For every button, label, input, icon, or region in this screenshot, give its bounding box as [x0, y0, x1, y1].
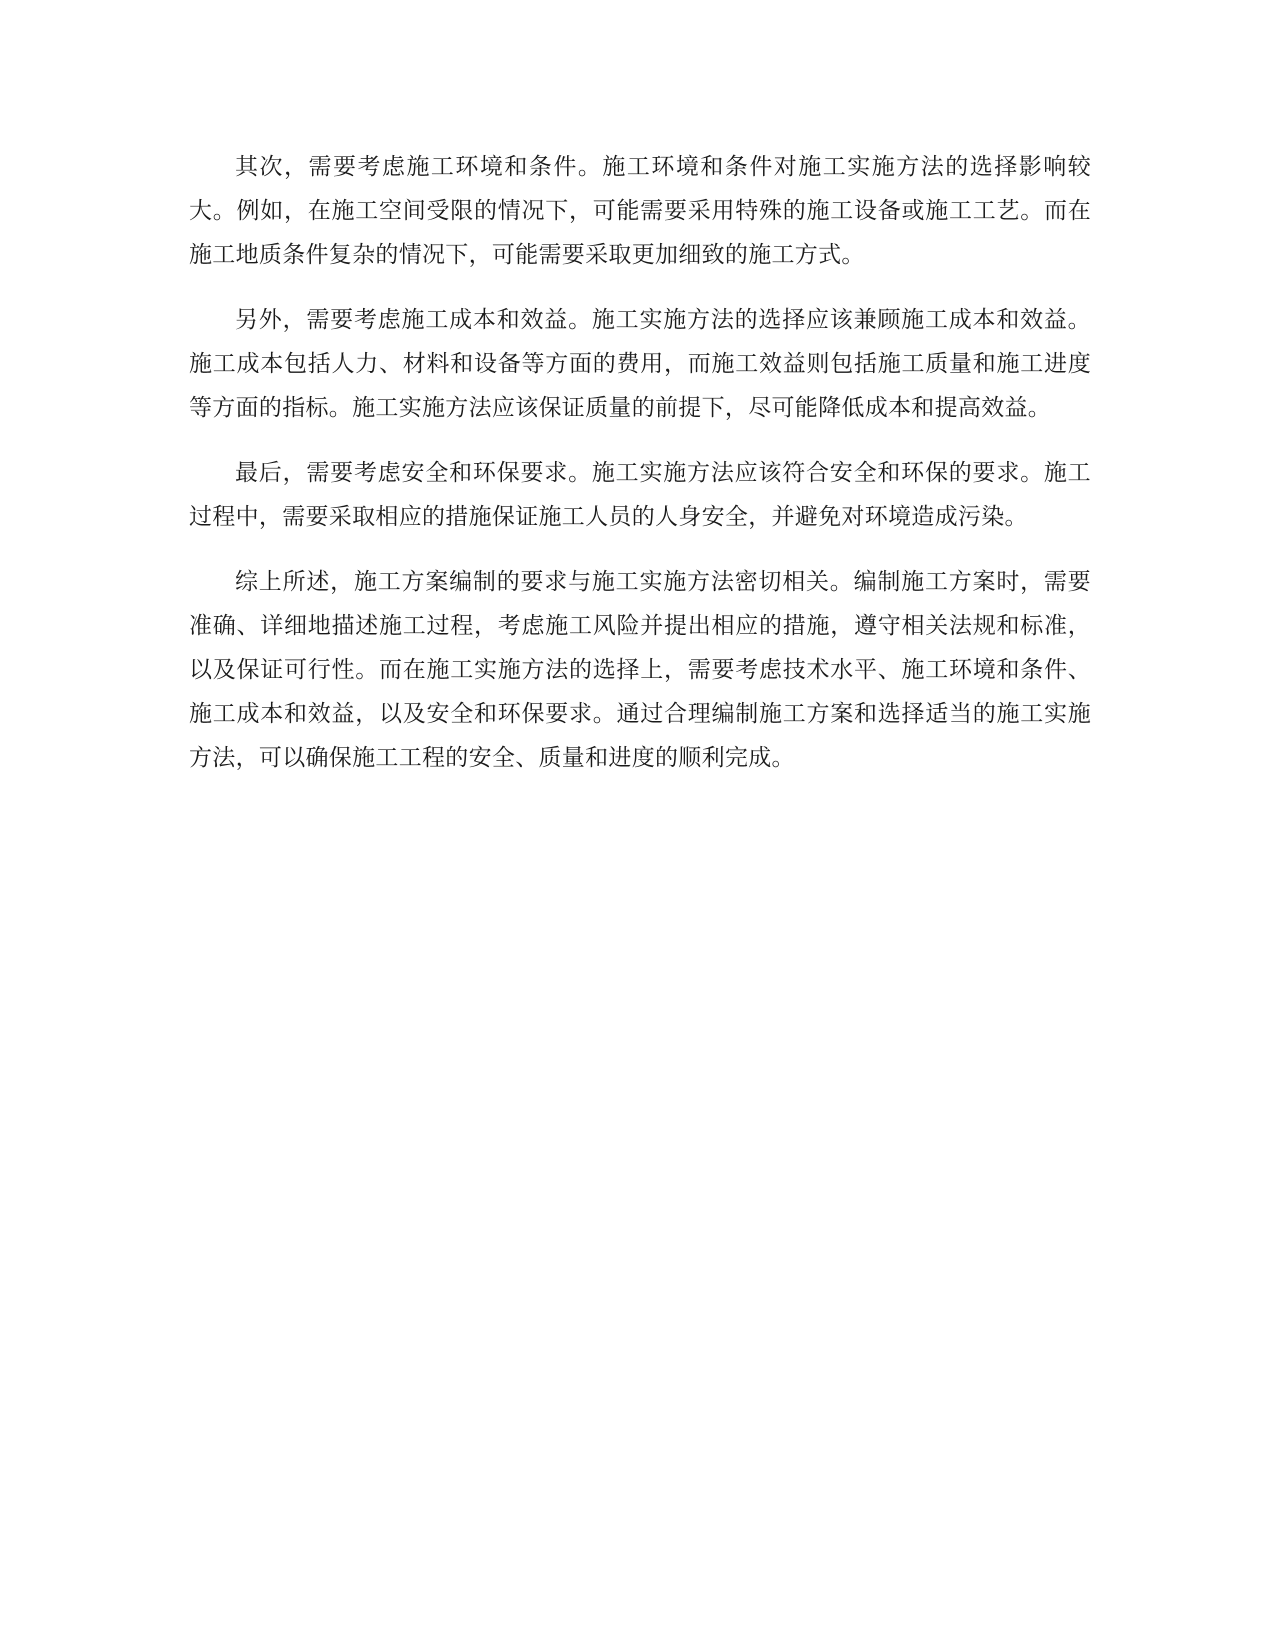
paragraph-environment: 其次，需要考虑施工环境和条件。施工环境和条件对施工实施方法的选择影响较大。例如，在施工空间受限的情况下，可能需要采用特殊的施工设备或施工工艺。而在施工地质条件复杂的情况下，可能需要采取更加细致的施工方式。 — [189, 154, 1091, 268]
paragraph-summary: 综上所述，施工方案编制的要求与施工实施方法密切相关。编制施工方案时，需要准确、详细地描述施工过程，考虑施工风险并提出相应的措施，遵守相关法规和标准，以及保证可行性。而在施工实施方法的选择上，需要考虑技术水平、施工环境和条件、施工成本和效益，以及安全和环保要求。通过合理编制施工方案和选择适当的施工实施方法，可以确保施工工程的安全、质量和进度的顺利完成。 — [189, 569, 1091, 771]
paragraph-cost-benefit: 另外，需要考虑施工成本和效益。施工实施方法的选择应该兼顾施工成本和效益。施工成本包括人力、材料和设备等方面的费用，而施工效益则包括施工质量和施工进度等方面的指标。施工实施方法应该保证质量的前提下，尽可能降低成本和提高效益。 — [189, 307, 1091, 421]
paragraph-safety-environment: 最后，需要考虑安全和环保要求。施工实施方法应该符合安全和环保的要求。施工过程中，需要采取相应的措施保证施工人员的人身安全，并避免对环境造成污染。 — [189, 460, 1091, 530]
document-body — [189, 145, 1091, 801]
